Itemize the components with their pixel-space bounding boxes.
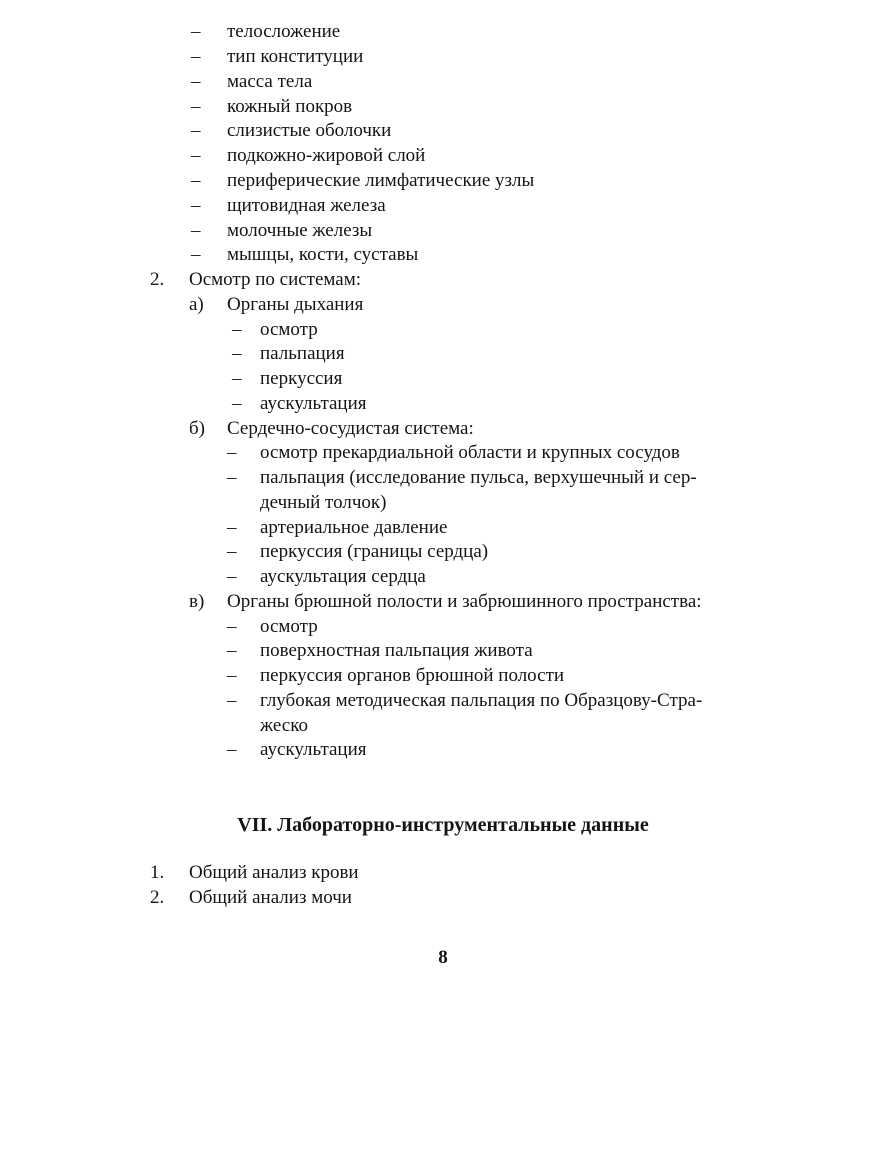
list-item: щитовидная железа: [227, 195, 386, 216]
subsection-marker: в): [189, 591, 205, 612]
list-dash: –: [191, 96, 201, 117]
list-dash: –: [232, 319, 242, 340]
list-item: глубокая методическая пальпация по Образцову-Стра-: [260, 690, 703, 711]
list-item-continuation: жеско: [260, 715, 308, 736]
subsection-title: Органы дыхания: [227, 294, 364, 315]
list-item: перкуссия (границы сердца): [260, 541, 489, 562]
list-dash: –: [227, 665, 237, 686]
list-item: масса тела: [227, 71, 313, 92]
list-item: слизистые оболочки: [227, 120, 392, 141]
list-dash: –: [227, 541, 237, 562]
list-item: периферические лимфатические узлы: [227, 170, 535, 191]
list-item-continuation: дечный толчок): [260, 492, 387, 513]
list-item: мышцы, кости, суставы: [227, 244, 419, 265]
list-dash: –: [227, 517, 237, 538]
list-dash: –: [191, 71, 201, 92]
subsection-marker: б): [189, 418, 205, 439]
list-dash: –: [227, 566, 237, 587]
section-number: 2.: [150, 269, 165, 290]
list-item: поверхностная пальпация живота: [260, 640, 533, 661]
list-dash: –: [232, 368, 242, 389]
list-dash: –: [191, 21, 201, 42]
list-item: перкуссия: [260, 368, 343, 389]
list-item: Общий анализ крови: [189, 862, 359, 883]
section-heading: VII. Лабораторно-инструментальные данные: [237, 814, 649, 836]
list-dash: –: [191, 195, 201, 216]
list-dash: –: [191, 244, 201, 265]
list-dash: –: [227, 442, 237, 463]
list-number: 2.: [150, 887, 165, 908]
list-dash: –: [227, 616, 237, 637]
list-item: кожный покров: [227, 96, 353, 117]
list-dash: –: [191, 46, 201, 67]
page-number: 8: [438, 947, 448, 968]
list-item: телосложение: [227, 21, 341, 42]
list-item: тип конституции: [227, 46, 364, 67]
list-dash: –: [227, 640, 237, 661]
list-item: перкуссия органов брюшной полости: [260, 665, 565, 686]
list-item: подкожно-жировой слой: [227, 145, 426, 166]
list-dash: –: [191, 145, 201, 166]
list-number: 1.: [150, 862, 165, 883]
list-item: молочные железы: [227, 220, 373, 241]
subsection-marker: а): [189, 294, 204, 315]
list-item: аускультация сердца: [260, 566, 426, 587]
list-item: осмотр: [260, 319, 318, 340]
list-dash: –: [191, 120, 201, 141]
list-dash: –: [191, 170, 201, 191]
list-item: аускультация: [260, 393, 367, 414]
subsection-title: Сердечно-сосудистая система:: [227, 418, 474, 439]
list-dash: –: [191, 220, 201, 241]
list-item: осмотр прекардиальной области и крупных сосудов: [260, 442, 680, 463]
list-item: аускультация: [260, 739, 367, 760]
list-item: Общий анализ мочи: [189, 887, 352, 908]
list-dash: –: [227, 467, 237, 488]
list-item: пальпация (исследование пульса, верхушечный и сер-: [260, 467, 697, 488]
list-dash: –: [232, 393, 242, 414]
list-dash: –: [227, 739, 237, 760]
list-dash: –: [227, 690, 237, 711]
list-dash: –: [232, 343, 242, 364]
subsection-title: Органы брюшной полости и забрюшинного пространства:: [227, 591, 702, 612]
section-title: Осмотр по системам:: [189, 269, 362, 290]
list-item: артериальное давление: [260, 517, 448, 538]
list-item: осмотр: [260, 616, 318, 637]
list-item: пальпация: [260, 343, 345, 364]
